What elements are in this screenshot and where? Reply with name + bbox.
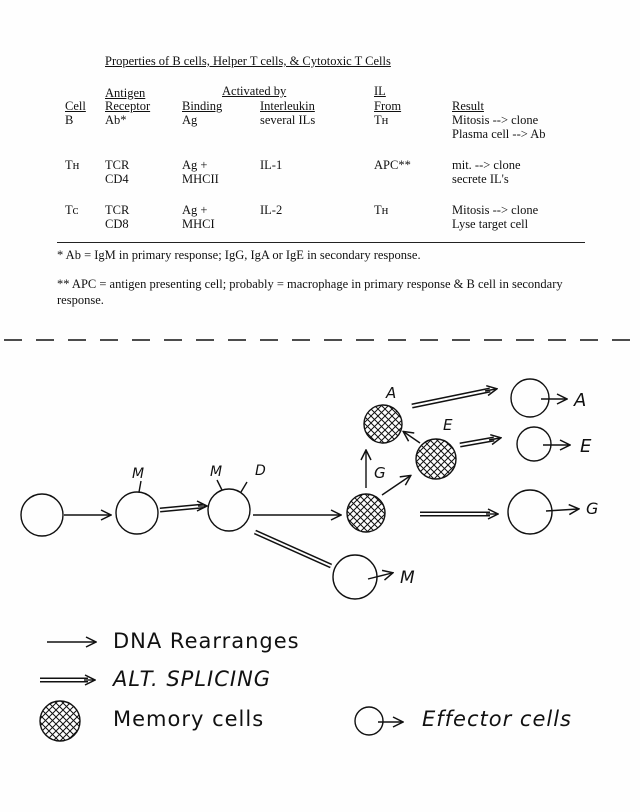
row-tc-interleukin: IL-2 [260, 203, 283, 217]
header-activated-by: Activated by [222, 84, 287, 98]
naive-cell-circle [21, 494, 63, 536]
row-tc-result-2: Lyse target cell [452, 217, 529, 231]
row-b-binding: Ag [182, 113, 198, 127]
effector-cell-e [517, 427, 551, 461]
splice-arrow-to-m [255, 532, 331, 566]
legend-memory-label: Memory cells [113, 707, 265, 731]
header-interleukin: Interleukin [260, 99, 315, 113]
header-antigen: Antigen [105, 86, 146, 100]
row-b-result-1: Mitosis --> clone [452, 113, 539, 127]
cell-md-circle [208, 489, 250, 531]
legend-memory-cell-icon [40, 701, 80, 741]
splice-arrow-1 [160, 506, 206, 510]
row-th-cell: Tʜ [65, 158, 80, 172]
row-th-interleukin: IL-1 [260, 158, 283, 172]
legend-splice-label: ALT. SPLICING [113, 667, 272, 691]
header-cell: Cell [65, 99, 86, 113]
row-th-binding: Ag + [182, 158, 208, 172]
row-th-result-2: secrete IL's [452, 172, 509, 186]
label-e-effector: E [580, 436, 592, 457]
header-result: Result [452, 99, 484, 113]
arrow-e-to-a [404, 432, 420, 443]
memory-cell-g [347, 494, 385, 532]
cell-m-circle [116, 492, 158, 534]
footnote-1: * Ab = IgM in primary response; IgG, IgA or IgE in secondary response. [57, 248, 421, 262]
footnote-2: ** APC = antigen presenting cell; probably = macrophage in primary response & B cell in secondary response. [57, 277, 563, 307]
row-b-result-2: Plasma cell --> Ab [452, 127, 546, 141]
label-a-effector: A [574, 390, 587, 411]
legend-dna-label: DNA Rearranges [113, 629, 300, 653]
header-binding: Binding [182, 99, 223, 113]
row-tc-binding-2: MHCI [182, 217, 215, 231]
row-tc-receptor: TCR [105, 203, 130, 217]
row-tc-receptor-2: CD8 [105, 217, 129, 231]
legend-effector-label: Effector cells [422, 707, 572, 731]
legend-effector-cell-icon [355, 707, 383, 735]
row-tc-result-1: Mitosis --> clone [452, 203, 539, 217]
label-d: D [255, 463, 266, 479]
row-th-from: APC** [374, 158, 411, 172]
splice-arrow-to-e [460, 438, 500, 445]
page-title: Properties of B cells, Helper T cells, & Cytotoxic T Cells [105, 54, 391, 68]
cell-md-receptor-m [217, 480, 222, 490]
effector-cell-g [508, 490, 552, 534]
row-b-interleukin: several ILs [260, 113, 316, 127]
row-th-result-1: mit. --> clone [452, 158, 521, 172]
b-cell-differentiation-diagram [0, 318, 640, 812]
label-g-effector: G [586, 499, 599, 518]
table-bottom-rule [57, 242, 585, 243]
label-g-up: G [374, 464, 386, 482]
row-b-receptor: Ab* [105, 113, 127, 127]
row-th-receptor: TCR [105, 158, 130, 172]
arrow-g-to-e [382, 476, 410, 495]
effector-g-arrow [546, 509, 578, 511]
effector-cell-m [333, 555, 377, 599]
memory-cell-e [416, 439, 456, 479]
row-th-receptor-2: CD4 [105, 172, 129, 186]
effector-cell-a [511, 379, 549, 417]
header-receptor: Receptor [105, 99, 151, 113]
label-m2: M [210, 464, 223, 480]
effector-m-arrow [368, 573, 392, 579]
header-il: IL [374, 84, 386, 98]
cell-m-receptor [139, 481, 141, 492]
splice-arrow-to-a [412, 389, 496, 406]
row-tc-binding: Ag + [182, 203, 208, 217]
row-th-binding-2: MHCII [182, 172, 219, 186]
cell-md-receptor-d [241, 482, 247, 492]
label-e-memory: E [443, 416, 453, 434]
header-from: From [374, 99, 402, 113]
row-b-from: Tʜ [374, 113, 389, 127]
label-m1: M [132, 466, 145, 482]
label-a-memory: A [386, 384, 397, 402]
label-m-effector: M [400, 568, 415, 588]
row-tc-cell: Tᴄ [65, 203, 79, 217]
memory-cell-a [364, 405, 402, 443]
row-b-cell: B [65, 113, 74, 127]
row-tc-from: Tʜ [374, 203, 389, 217]
